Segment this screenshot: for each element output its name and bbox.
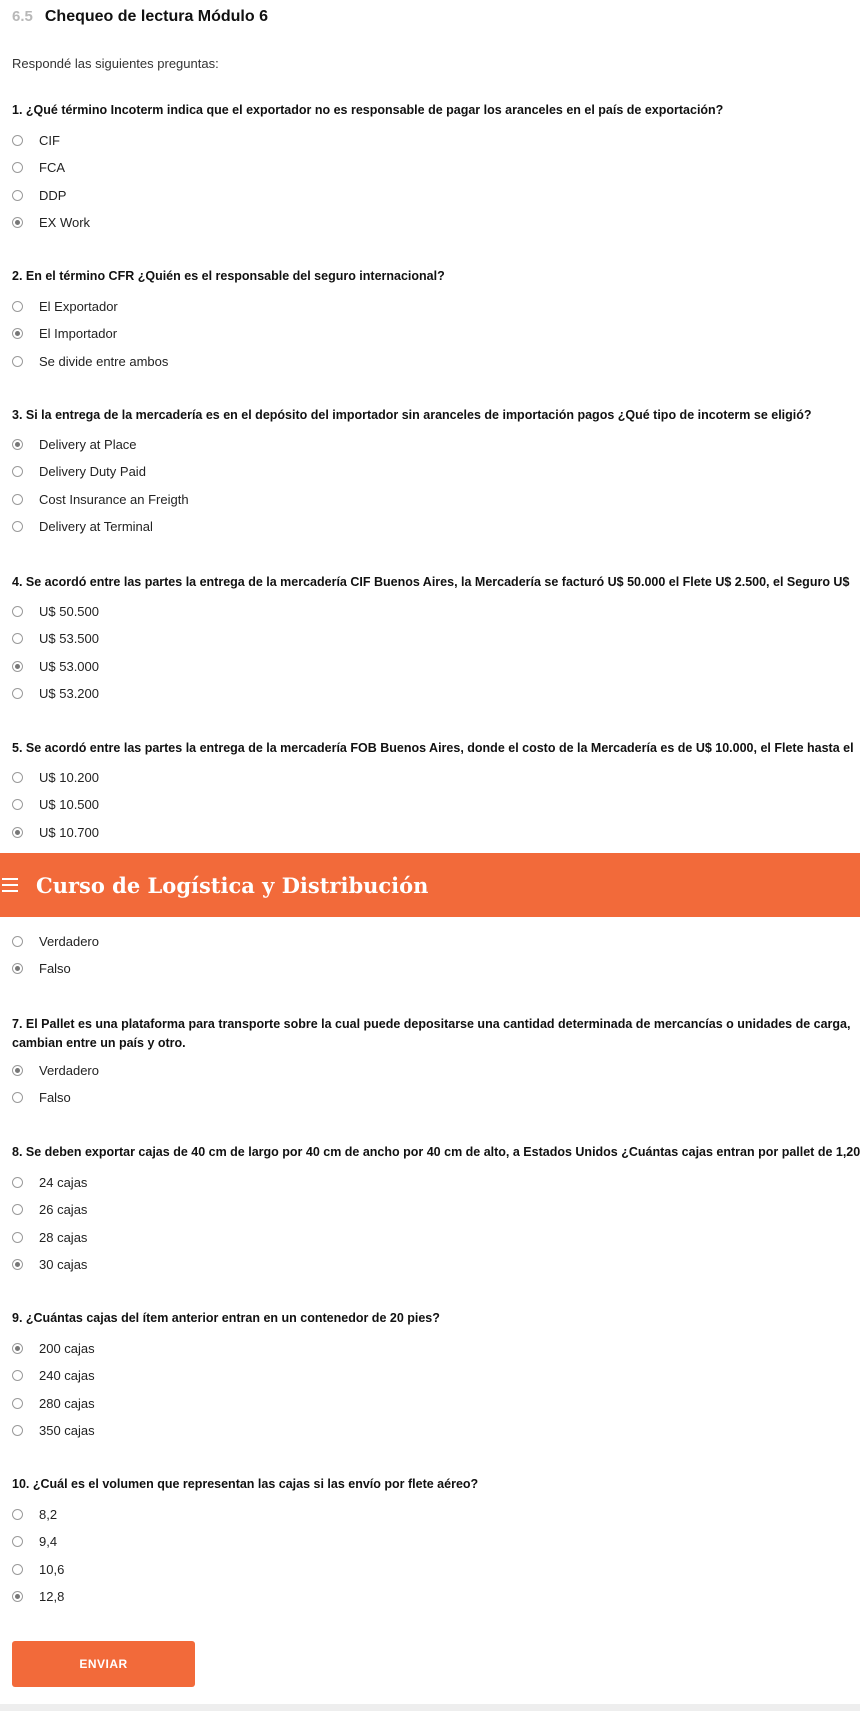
radio-icon[interactable] [12,772,23,783]
answer-option[interactable] [12,767,99,787]
answer-option[interactable] [12,158,65,178]
question-text: 9. ¿Cuántas cajas del ítem anterior entran en un contenedor de 20 pies? [12,1311,440,1325]
answer-option[interactable] [12,629,99,649]
question-text: 3. Si la entrega de la mercadería es en el depósito del importador sin aranceles de importación pagos ¿Qué tipo de incoterm se eligió? [12,408,812,422]
answer-option[interactable] [12,324,117,344]
answer-option[interactable] [12,959,71,979]
option-label: Verdadero [39,1062,99,1078]
radio-icon[interactable] [12,162,23,173]
answer-option[interactable] [12,1559,64,1579]
answer-option[interactable] [12,489,189,509]
radio-icon[interactable] [12,1564,23,1575]
answer-option[interactable] [12,1504,57,1524]
option-label: Delivery at Terminal [39,519,153,534]
answer-option[interactable] [12,1060,99,1080]
answer-option[interactable] [12,822,99,842]
radio-selected-icon[interactable] [12,661,23,672]
question-text: 4. Se acordó entre las partes la entrega de la mercadería CIF Buenos Aires, la Mercadería se facturó U$ 50.000 el Flete U$ 2.500, el Seguro U$ [12,575,850,589]
answer-option[interactable] [12,1532,57,1552]
option-label: 12,8 [39,1589,65,1604]
course-banner [0,853,860,917]
radio-selected-icon[interactable] [12,217,23,228]
option-label: 280 cajas [39,1395,95,1411]
radio-icon[interactable] [12,1177,23,1188]
radio-selected-icon[interactable] [12,1259,23,1270]
question-text: 10. ¿Cuál es el volumen que representan las cajas si las envío por flete aéreo? [12,1477,479,1491]
radio-icon[interactable] [12,356,23,367]
radio-icon[interactable] [12,1092,23,1103]
answer-option[interactable] [12,656,99,676]
option-label: 28 cajas [39,1229,88,1245]
option-label: 350 cajas [39,1423,95,1438]
radio-icon[interactable] [12,466,23,477]
question-text-continued: cambian entre un país y otro. [12,1036,186,1050]
radio-icon[interactable] [12,1232,23,1243]
answer-option[interactable] [12,1088,71,1108]
option-label: U$ 10.200 [39,769,99,785]
answer-option[interactable] [12,130,60,150]
answer-option[interactable] [12,1393,95,1413]
answer-option[interactable] [12,434,137,454]
radio-selected-icon[interactable] [12,1591,23,1602]
radio-icon[interactable] [12,799,23,810]
option-label: U$ 50.500 [39,603,99,619]
question-text: 7. El Pallet es una plataforma para transporte sobre la cual puede depositarse una cantidad determinada de mercancías o unidades de carga, [12,1017,851,1031]
option-label: U$ 53.200 [39,686,99,701]
answer-option[interactable] [12,213,90,233]
option-label: U$ 10.700 [39,824,99,840]
answer-option[interactable] [12,1255,87,1275]
answer-option[interactable] [12,351,168,371]
option-label: 24 cajas [39,1174,88,1190]
option-label: 30 cajas [39,1257,88,1272]
question-text: 8. Se deben exportar cajas de 40 cm de largo por 40 cm de ancho por 40 cm de alto, a Estados Unidos ¿Cuántas cajas entran por pallet de 1,20 [12,1145,860,1159]
radio-icon[interactable] [12,633,23,644]
option-label: 26 cajas [39,1202,88,1217]
radio-icon[interactable] [12,1204,23,1215]
radio-icon[interactable] [12,521,23,532]
page-title: Chequeo de lectura Módulo 6 [44,8,268,25]
radio-selected-icon[interactable] [12,963,23,974]
question-text: 2. En el término CFR ¿Quién es el responsable del seguro internacional? [12,269,445,283]
answer-option[interactable] [12,296,118,316]
radio-icon[interactable] [12,1398,23,1409]
option-label: 9,4 [39,1534,58,1549]
answer-option[interactable] [12,1227,87,1247]
radio-icon[interactable] [12,135,23,146]
footer-divider [0,1704,860,1711]
option-label: 10,6 [39,1561,65,1577]
option-label: CIF [39,132,60,148]
question-text: 1. ¿Qué término Incoterm indica que el exportador no es responsable de pagar los aranceles en el país de exportación? [12,103,724,117]
radio-icon[interactable] [12,606,23,617]
answer-option[interactable] [12,1421,95,1441]
option-label: El Exportador [39,298,118,314]
option-label: 200 cajas [39,1340,95,1356]
answer-option[interactable] [12,931,99,951]
option-label: Se divide entre ambos [39,353,169,369]
option-label: Falso [39,1090,71,1105]
option-label: Falso [39,961,71,976]
section-header [12,8,268,26]
radio-icon[interactable] [12,1425,23,1436]
radio-icon[interactable] [12,190,23,201]
option-label: Cost Insurance an Freigth [39,491,189,507]
answer-option[interactable] [12,1587,64,1607]
option-label: U$ 53.000 [39,658,99,674]
answer-option[interactable] [12,1172,87,1192]
radio-icon[interactable] [12,1509,23,1520]
option-label: Verdadero [39,933,99,949]
answer-option[interactable] [12,684,99,704]
option-label: FCA [39,160,65,175]
option-label: U$ 53.500 [39,631,99,646]
radio-icon[interactable] [12,688,23,699]
hamburger-menu-icon[interactable] [2,878,18,892]
option-label: El Importador [39,326,118,341]
answer-option[interactable] [12,601,99,621]
answer-option[interactable] [12,185,66,205]
submit-button[interactable]: ENVIAR [12,1641,195,1687]
course-title: Curso de Logística y Distribución [36,872,429,898]
answer-option[interactable] [12,462,146,482]
section-number: 6.5 [12,8,33,25]
radio-selected-icon[interactable] [12,827,23,838]
radio-icon[interactable] [12,301,23,312]
option-label: DDP [39,187,67,203]
option-label: 240 cajas [39,1368,95,1383]
option-label: Delivery Duty Paid [39,464,146,479]
intro-text: Respondé las siguientes preguntas: [12,56,219,71]
answer-option[interactable] [12,517,153,537]
radio-selected-icon[interactable] [12,1343,23,1354]
question-text: 5. Se acordó entre las partes la entrega de la mercadería FOB Buenos Aires, donde el costo de la Mercadería es de U$ 10.000, el Flete hasta el [12,741,854,755]
answer-option[interactable] [12,1338,95,1358]
radio-icon[interactable] [12,1370,23,1381]
radio-selected-icon[interactable] [12,328,23,339]
option-label: U$ 10.500 [39,797,99,812]
answer-option[interactable] [12,1366,95,1386]
answer-option[interactable] [12,1200,87,1220]
radio-selected-icon[interactable] [12,439,23,450]
radio-icon[interactable] [12,494,23,505]
radio-icon[interactable] [12,936,23,947]
answer-option[interactable] [12,795,99,815]
option-label: Delivery at Place [39,436,137,452]
radio-icon[interactable] [12,1536,23,1547]
radio-selected-icon[interactable] [12,1065,23,1076]
option-label: EX Work [39,215,91,230]
option-label: 8,2 [39,1506,58,1522]
